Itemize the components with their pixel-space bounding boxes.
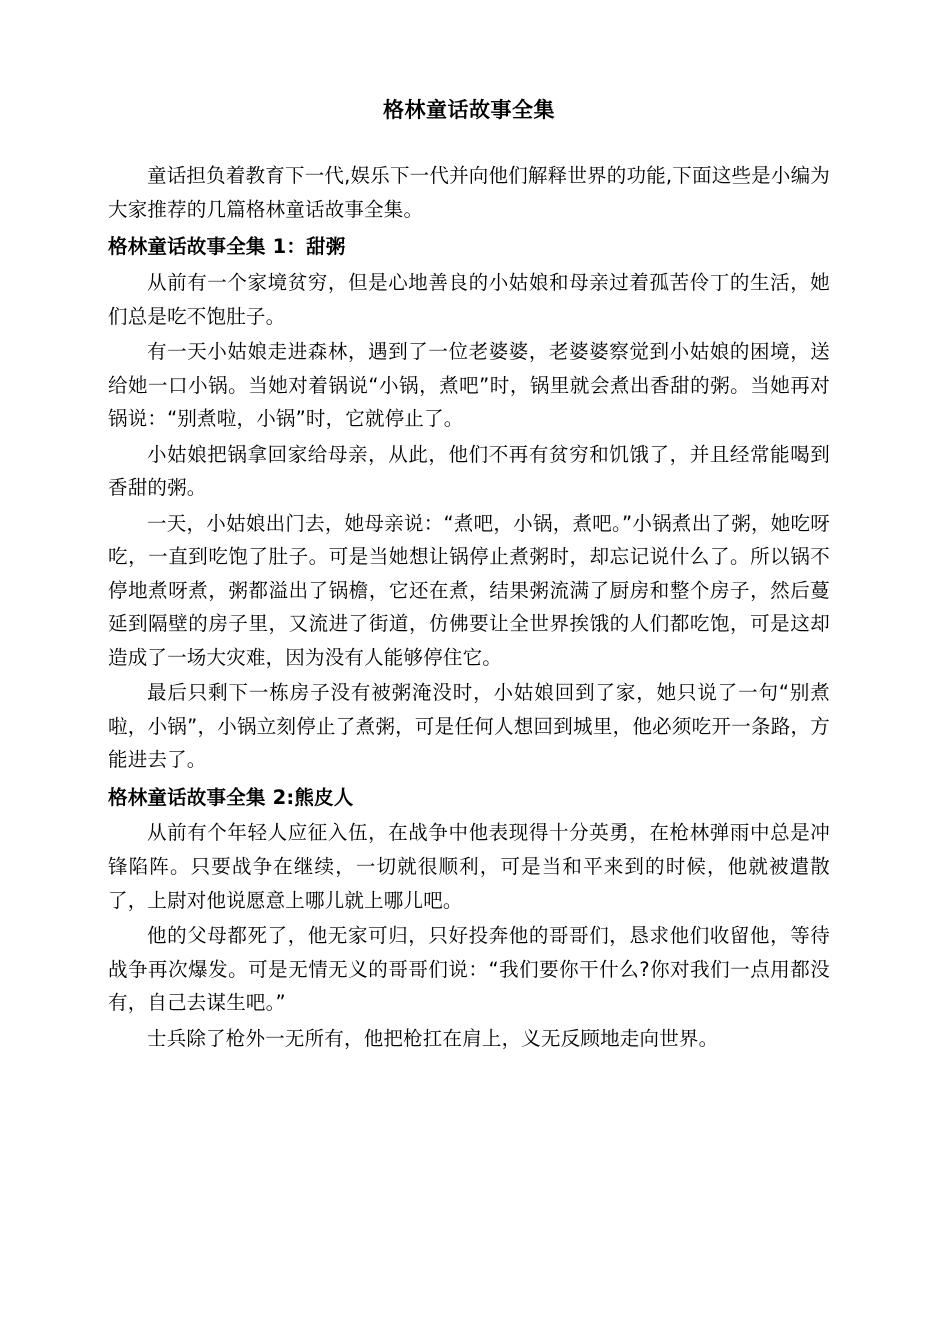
paragraph: 从前有个年轻人应征入伍，在战争中他表现得十分英勇，在枪林弹雨中总是冲锋陷阵。只要战争在继续，一切就很顺利，可是当和平来到的时候，他就被遣散了，上尉对他说愿意上哪儿就上哪儿吧。 (108, 821, 830, 912)
paragraph: 他的父母都死了，他无家可归，只好投奔他的哥哥们，恳求他们收留他，等待战争再次爆发。可是无情无义的哥哥们说：“我们要你干什么?你对我们一点用都没有，自己去谋生吧。” (108, 924, 830, 1015)
paragraph: 小姑娘把锅拿回家给母亲，从此，他们不再有贫穷和饥饿了，并且经常能喝到香甜的粥。 (108, 442, 830, 500)
paragraph: 最后只剩下一栋房子没有被粥淹没时，小姑娘回到了家，她只说了一句“别煮啦，小锅”，小锅立刻停止了煮粥，可是任何人想回到城里，他必须吃开一条路，方能进去了。 (108, 681, 830, 772)
paragraph: 从前有一个家境贫穷，但是心地善良的小姑娘和母亲过着孤苦伶丁的生活，她们总是吃不饱肚子。 (108, 270, 830, 328)
paragraph: 有一天小姑娘走进森林，遇到了一位老婆婆，老婆婆察觉到小姑娘的困境，送给她一口小锅。当她对着锅说“小锅，煮吧”时，锅里就会煮出香甜的粥。当她再对锅说：“别煮啦，小锅”时，它就停止了。 (108, 340, 830, 431)
section-heading: 格林童话故事全集 2:熊皮人 (108, 785, 354, 809)
paragraph: 一天，小姑娘出门去，她母亲说：“煮吧，小锅，煮吧。”小锅煮出了粥，她吃呀吃，一直到吃饱了肚子。可是当她想让锅停止煮粥时，却忘记说什么了。所以锅不停地煮呀煮，粥都溢出了锅檐，它还在煮，结果粥流满了厨房和整个房子，然后蔓延到隔壁的房子里，又流进了街道，仿佛要让全世界挨饿的人们都吃饱，可是这却造成了一场大灾难，因为没有人能够停住它。 (108, 511, 830, 669)
section-heading: 格林童话故事全集 1：甜粥 (108, 235, 346, 259)
paragraph: 士兵除了枪外一无所有，他把枪扛在肩上，义无反顾地走向世界。 (147, 1026, 719, 1050)
paragraph: 童话担负着教育下一代,娱乐下一代并向他们解释世界的功能,下面这些是小编为大家推荐的几篇格林童话故事全集。 (108, 164, 830, 221)
page-title: 格林童话故事全集 (383, 98, 555, 122)
